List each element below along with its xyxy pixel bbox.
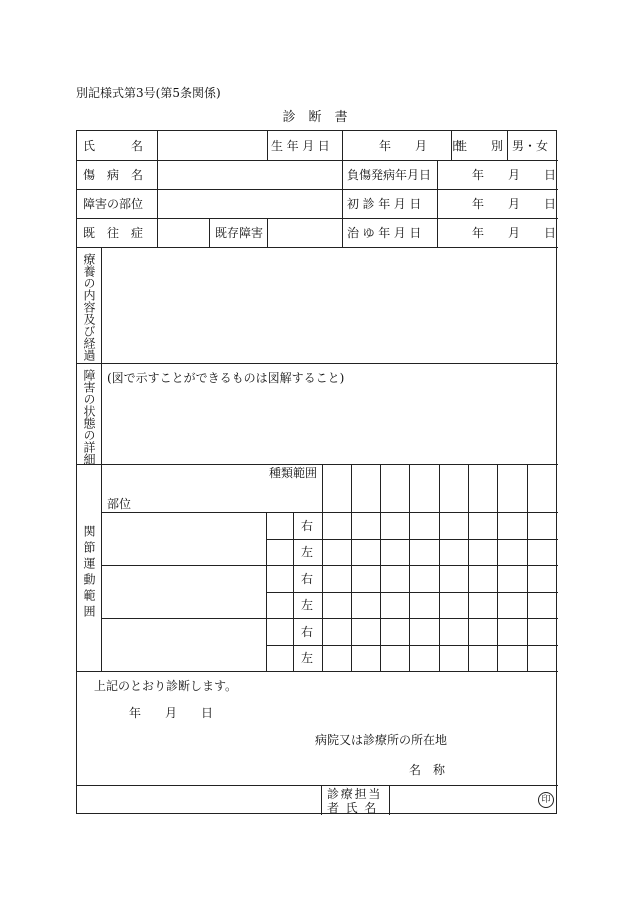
cure-label: 治ゆ年月日 [347,226,426,240]
disease-label: 傷 病 名 [83,168,144,182]
cure-value: 年 月 日 [472,226,557,240]
birth-value: 年 月 日 [379,139,464,153]
form-title: 診 断 書 [282,110,348,125]
date-line: 年 月 日 [129,706,214,720]
seal-mark-icon: 印 [538,792,554,808]
first-visit-value: 年 月 日 [472,197,557,211]
onset-value: 年 月 日 [472,168,557,182]
hospital-name: 名 称 [409,763,446,777]
rom-part: 部位 [107,497,132,511]
doctor-label-line2: 者氏名 [327,801,383,815]
site-label: 障害の部位 [83,197,144,211]
certificate-table [76,130,557,814]
name-label: 氏 名 [83,139,144,153]
onset-label: 負傷発病年月日 [347,168,432,182]
rom-side-4: 左 [301,598,314,612]
rom-side-3: 右 [301,572,314,586]
existing-disability-label: 既存障害 [215,226,264,240]
rom-side-2: 左 [301,545,314,559]
sex-label: 性 別 [455,139,504,153]
birth-label: 生年月日 [271,139,334,153]
rom-side-1: 右 [301,519,314,533]
condition-label: 障害の状態の詳細 [82,369,96,465]
doctor-label-line1: 診療担当 [327,787,383,801]
rom-side-6: 左 [301,651,314,665]
treatment-label: 療養の内容及び経過 [82,253,96,361]
hospital-address: 病院又は診療所の所在地 [315,733,448,747]
statement: 上記のとおり診断します。 [94,679,238,693]
condition-note: (図で示すことができるものは図解すること) [107,371,345,385]
rom-side-5: 右 [301,625,314,639]
first-visit-label: 初診年月日 [347,197,426,211]
sex-value: 男・女 [512,139,549,153]
history-label: 既 往 症 [83,226,144,240]
form-subtitle: 別記様式第3号(第5条関係) [76,86,221,100]
rom-label: 関節運動範囲 [82,525,96,621]
rom-type-range: 種類範囲 [269,466,318,480]
